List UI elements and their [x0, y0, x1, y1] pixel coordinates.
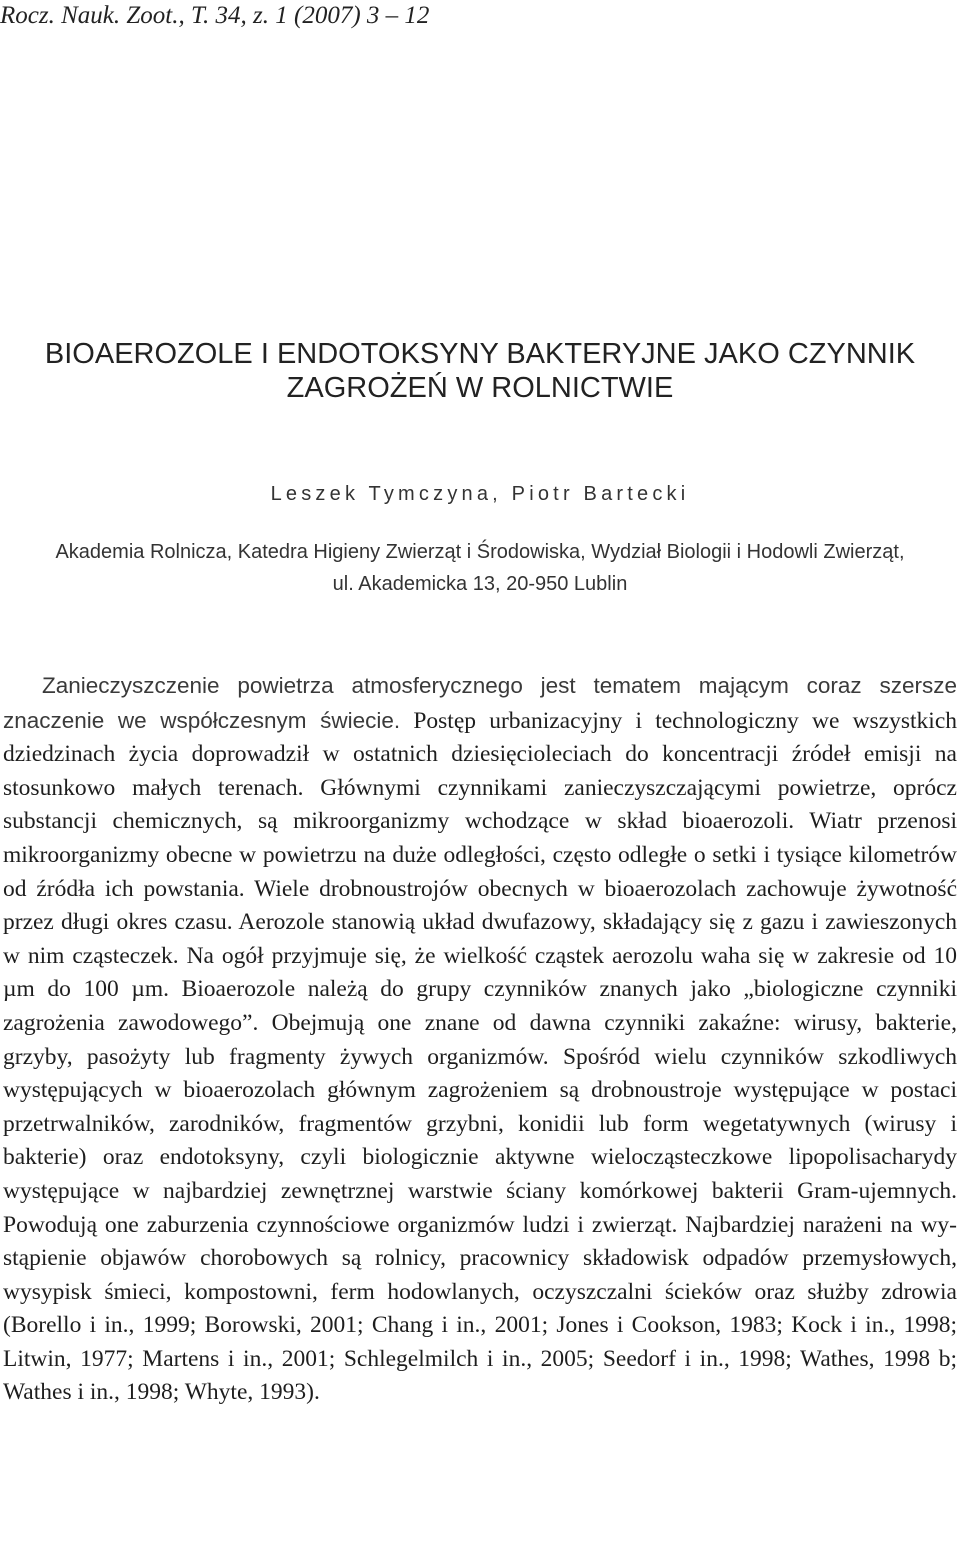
body-lead-sentence: Zanieczyszczenie powietrza atmosferycznego jest tematem mającym coraz szersze znaczenie we współczesnym świecie.	[3, 673, 957, 733]
affiliation-line-2: ul. Akademicka 13, 20-950 Lublin	[332, 573, 628, 595]
journal-citation: Rocz. Nauk. Zoot., T. 34, z. 1 (2007) 3 – 12	[0, 2, 430, 29]
article-authors: Leszek Tymczyna, Piotr Bartecki	[270, 483, 690, 505]
body-paragraph-text: Postęp urbanizacyjny i technologiczny we wszystkich dziedzinach życia doprowadził w ostatnich dziesięcioleciach do koncentracji źródeł emisji na stosunkowo małych terenach. Głównymi czynnikami zanieczyszczającymi powietrze, oprócz substancji chemicznych, są mikroorganizmy wchodzące w skład bioaerozoli. Wiatr przenosi mikroorganizmy obecne w powietrzu na duże odległości, często odległe o setki i tysiące kilometrów od źródła ich powstania. Wiele drobnoustrojów obecnych w bioaerozolach zachowuje żywotność przez długi okres czasu. Aerozole stanowią układ dwufazowy, składający się z gazu i zawieszonych w nim cząsteczek. Na ogół przyjmuje się, że wielkość cząstek aerozolu waha się w zakresie od 10 µm do 100 µm. Bioaerozole należą do grupy czynników znanych jako „biologiczne czynniki zagrożenia zawodowego”. Obejmują one znane od dawna czynniki zakaźne: wirusy, bakterie, grzyby, pasożyty lub fragmenty żywych organizmów. Spośród wielu czynników szkodliwych występujących w bioaerozolach głównym zagrożeniem są drobnoustroje występujące w postaci przetrwalników, zarodników, fragmentów grzybni, konidii lub form wegetatywnych (wirusy i bakterie) oraz endotoksyny, czyli biologicznie aktywne wielocząsteczkowe lipopolisacharydy występujące w najbardziej zewnętrznej warstwie ściany komórkowej bakterii Gram-ujemnych. Powodują one zaburzenia czynnościowe organizmów ludzi i zwierząt. Najbardziej narażeni na wystąpienie objawów chorobowych są rolnicy, pracownicy składowisk odpadów przemysłowych, wysypisk śmieci, kompostowni, ferm hodowlanych, oczyszczalni ścieków oraz służby zdrowia (Borello i in., 1999; Borowski, 2001; Chang i in., 2001; Jones i Cookson, 1983; Kock i in., 1998; Litwin, 1977; Martens i in., 2001; Schlegelmilch i in., 2005; Seedorf i in., 1998; Wathes, 1998 b; Wathes i in., 1998; Whyte, 1993).	[3, 707, 958, 1406]
article-title-line-2: ZAGROŻEŃ W ROLNICTWIE	[286, 372, 674, 404]
body-paragraph	[3, 669, 957, 1410]
article-title-line-1: BIOAEROZOLE I ENDOTOKSYNY BAKTERYJNE JAKO CZYNNIK	[44, 338, 916, 370]
affiliation-line-1: Akademia Rolnicza, Katedra Higieny Zwierząt i Środowiska, Wydział Biologii i Hodowli Zwierząt,	[55, 541, 905, 563]
